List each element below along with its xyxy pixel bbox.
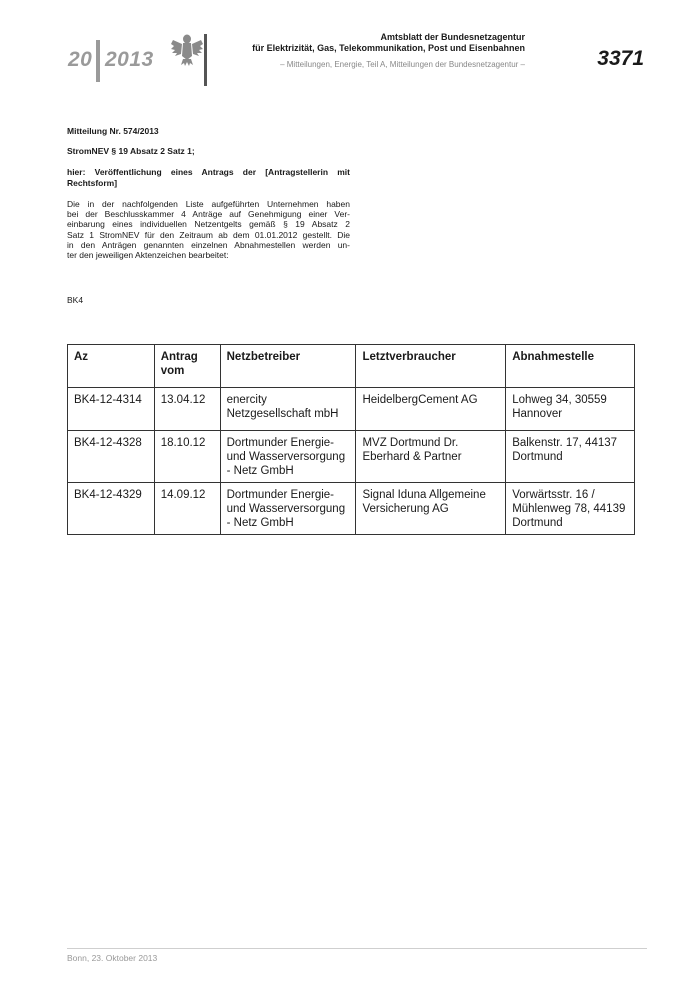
applications-table: [67, 344, 635, 535]
cell-line: Versicherung AG: [362, 503, 449, 515]
cell-line: Antrag: [160, 351, 198, 363]
issue-number: 20: [68, 48, 93, 71]
cell-antrag-vom: [154, 388, 220, 431]
cell-az: [68, 388, 155, 431]
column-header-abnahmestelle: [506, 345, 635, 388]
cell-line: Vorwärtsstr. 16 /: [512, 489, 595, 501]
journal-subtitle: – Mitteilungen, Energie, Teil A, Mitteilungen der Bundesnetzagentur –: [280, 60, 525, 69]
cell-line: Mühlenweg 78, 44139: [512, 503, 626, 515]
subject-line2: Rechtsform]: [67, 178, 118, 188]
cell-line: - Netz GmbH: [226, 465, 294, 477]
cell-line: BK4-12-4314: [74, 394, 142, 406]
cell-line: vom: [160, 365, 185, 377]
cell-line: und Wasserversorgung: [226, 503, 346, 515]
cell-line: - Netz GmbH: [226, 517, 294, 529]
cell-line: HeidelbergCement AG: [362, 394, 478, 406]
cell-line: 13.04.12: [160, 394, 206, 406]
cell-line: Hannover: [512, 408, 563, 420]
cell-line: 18.10.12: [160, 437, 206, 449]
column-header-az: [68, 345, 155, 388]
column-header-netzbetreiber: [220, 345, 356, 388]
cell-line: Netzbetreiber: [226, 351, 301, 363]
cell-letztverbraucher: [356, 431, 506, 483]
notice-number: Mitteilung Nr. 574/2013: [67, 126, 159, 136]
cell-az: [68, 431, 155, 483]
cell-line: Dortmund: [512, 451, 563, 463]
federal-eagle-icon: [170, 32, 204, 68]
cell-netzbetreiber: [220, 431, 356, 483]
cell-line: Eberhard & Partner: [362, 451, 462, 463]
cell-line: 14.09.12: [160, 489, 206, 501]
column-header-antrag-vom: [154, 345, 220, 388]
legal-reference: StromNEV § 19 Absatz 2 Satz 1;: [67, 146, 195, 156]
table-row: [68, 388, 635, 431]
cell-line: BK4-12-4329: [74, 489, 142, 501]
column-header-letztverbraucher: [356, 345, 506, 388]
journal-title-line2: für Elektrizität, Gas, Telekommunikation, Post und Eisenbahnen: [252, 43, 525, 53]
cell-abnahmestelle: [506, 483, 635, 535]
table-row: [68, 431, 635, 483]
journal-title-line1: Amtsblatt der Bundesnetzagentur: [380, 32, 525, 42]
cell-az: [68, 483, 155, 535]
cell-line: und Wasserversorgung: [226, 451, 346, 463]
cell-line: Dortmund: [512, 517, 563, 529]
emblem-divider: [204, 34, 207, 86]
cell-abnahmestelle: [506, 431, 635, 483]
footer-divider: [67, 948, 647, 949]
cell-line: enercity: [226, 394, 267, 406]
cell-line: Balkenstr. 17, 44137: [512, 437, 618, 449]
body-line: ter den jeweiligen Aktenzeichen bearbeitet:: [67, 250, 229, 261]
issue-year: 2013: [105, 48, 154, 71]
cell-antrag-vom: [154, 431, 220, 483]
cell-line: Abnahmestelle: [512, 351, 594, 363]
cell-antrag-vom: [154, 483, 220, 535]
cell-line: MVZ Dortmund Dr.: [362, 437, 459, 449]
cell-line: Netzgesellschaft mbH: [226, 408, 339, 420]
cell-line: Letztverbraucher: [362, 351, 456, 363]
body-line: Satz 1 StromNEV für den Zeitraum ab dem 01.01.2012 gestellt. Die: [67, 229, 350, 240]
chamber-label: BK4: [67, 295, 84, 305]
cell-letztverbraucher: [356, 483, 506, 535]
cell-line: Lohweg 34, 30559: [512, 394, 607, 406]
notice-body: [67, 199, 350, 260]
body-line: einbarung eines individuellen Netzentgelts gemäß § 19 Absatz 2: [67, 219, 350, 230]
table-header-row: [68, 345, 635, 388]
body-line: bei der Beschlusskammer 4 Anträge auf Genehmigung einer Ver-: [67, 209, 350, 220]
cell-line: Signal Iduna Allgemeine: [362, 489, 486, 501]
cell-letztverbraucher: [356, 388, 506, 431]
cell-abnahmestelle: [506, 388, 635, 431]
cell-line: Dortmunder Energie-: [226, 489, 335, 501]
footer-place-date: Bonn, 23. Oktober 2013: [67, 953, 158, 963]
body-line: in den Anträgen genannten einzelnen Abnahmestellen werden un-: [67, 239, 350, 250]
page-number: 3371: [597, 47, 644, 70]
cell-netzbetreiber: [220, 483, 356, 535]
table-row: [68, 483, 635, 535]
body-line: Die in der nachfolgenden Liste aufgeführten Unternehmen haben: [67, 199, 350, 209]
subject-line1: hier: Veröffentlichung eines Antrags der [Antragstellerin mit: [67, 167, 350, 177]
cell-line: Az: [74, 351, 89, 363]
cell-line: BK4-12-4328: [74, 437, 142, 449]
journal-title: [215, 32, 525, 54]
cell-line: Dortmunder Energie-: [226, 437, 335, 449]
issue-divider: [96, 40, 100, 82]
cell-netzbetreiber: [220, 388, 356, 431]
notice-subject: [67, 167, 350, 189]
